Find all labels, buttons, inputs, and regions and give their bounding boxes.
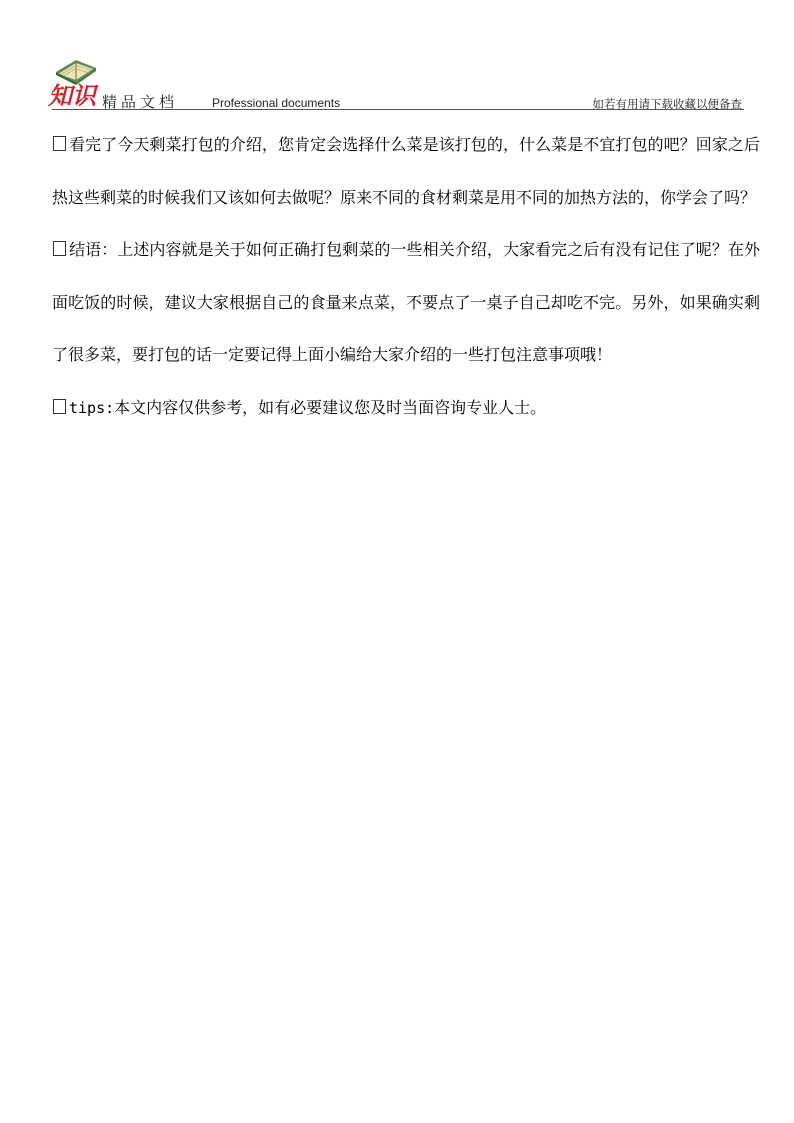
bullet-box-icon: [53, 399, 66, 414]
tips-label: tips:: [69, 398, 115, 417]
header-download-note: 如若有用请下载收藏以便备查: [592, 97, 742, 111]
paragraph: [52, 119, 760, 224]
tips-text: 本文内容仅供参考，如有必要建议您及时当面咨询专业人士。: [114, 397, 547, 417]
header-title: 精品文档: [102, 93, 179, 111]
document-header: [0, 0, 794, 112]
header-divider: [52, 109, 744, 110]
book-logo-icon: [46, 54, 104, 108]
bullet-box-icon: [53, 136, 66, 151]
document-body: [52, 119, 760, 434]
paragraph-text: 结语：上述内容就是关于如何正确打包剩菜的一些相关介绍，大家看完之后有没有记住了呢？在外面吃饭的时候，建议大家根据自己的食量来点菜，不要点了一桌子自己却吃不完。另外，如果确实剩了很多菜，要打包的话一定要记得上面小编给大家介绍的一些打包注意事项哦！: [52, 240, 760, 364]
tips-paragraph: [52, 382, 760, 435]
paragraph-text: 看完了今天剩菜打包的介绍，您肯定会选择什么菜是该打包的，什么菜是不宜打包的吧？回家之后热这些剩菜的时候我们又该如何去做呢？原来不同的食材剩菜是用不同的加热方法的，你学会了吗？: [52, 135, 760, 207]
header-subtitle: Professional documents: [212, 96, 341, 110]
logo-text: 知识: [48, 81, 96, 108]
paragraph: [52, 224, 760, 382]
bullet-box-icon: [53, 241, 66, 256]
